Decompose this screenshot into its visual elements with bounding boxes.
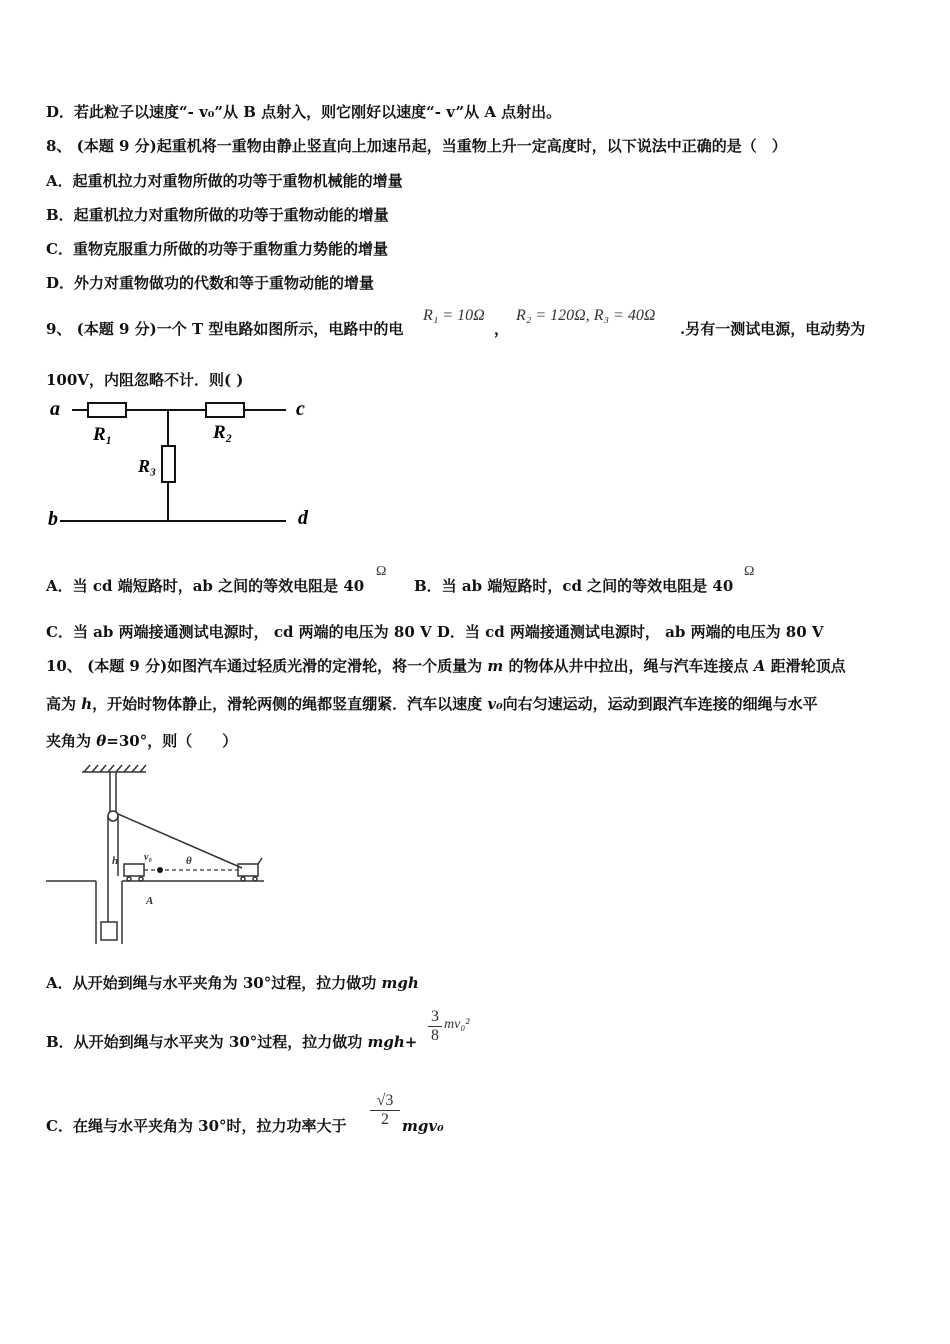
q9-option-b: B．当 ab 端短路时，cd 之间的等效电阻是 40 bbox=[414, 577, 734, 595]
q10-text: ，开始时物体静止，滑轮两侧的绳都竖直绷紧．汽车以速度 bbox=[92, 695, 488, 713]
fig-a-label: A bbox=[146, 895, 154, 907]
q10-option-b-mv0-squared: mv₀² bbox=[444, 1017, 470, 1032]
q10-var-v0: v₀ bbox=[487, 695, 503, 713]
q10-text: 向右匀速运动，运动到跟汽车连接的细绳与水平 bbox=[502, 695, 818, 713]
fraction-denominator: 2 bbox=[381, 1111, 389, 1128]
q10-text: 夹角为 bbox=[46, 732, 97, 750]
r2-label: R₂ bbox=[213, 422, 233, 443]
q10-option-a-text: A．从开始到绳与水平夹角为 30°过程，拉力做功 bbox=[46, 974, 382, 992]
q8-option-c: C．重物克服重力所做的功等于重物重力势能的增量 bbox=[46, 240, 388, 258]
hanging-mass bbox=[101, 922, 117, 940]
q10-text: 10、 (本题 9 分)如图汽车通过轻质光滑的定滑轮，将一个质量为 bbox=[46, 657, 488, 675]
q9-equation-r2-r3: R₂ = 120Ω, R₃ = 40Ω bbox=[516, 307, 656, 324]
q10-option-c-text: C．在绳与水平夹角为 30°时，拉力功率大于 bbox=[46, 1117, 347, 1135]
q10-option-c bbox=[46, 1116, 347, 1136]
resistor-r2 bbox=[206, 403, 244, 417]
q8-option-d: D．外力对重物做功的代数和等于重物动能的增量 bbox=[46, 274, 375, 292]
q10-option-b-text: B．从开始到绳与水平夹为 30°过程，拉力做功 bbox=[46, 1033, 368, 1051]
q9-stem-part1: 9、 (本题 9 分)一个 T 型电路如图所示，电路中的电 bbox=[46, 320, 404, 338]
q10-stem-line1 bbox=[46, 656, 846, 676]
t-circuit-figure bbox=[46, 396, 321, 532]
terminal-d-label: d bbox=[298, 507, 308, 529]
q10-option-a-expr: mgh bbox=[381, 974, 419, 992]
resistor-r3 bbox=[162, 446, 175, 482]
q10-option-c-fraction bbox=[370, 1092, 400, 1129]
fig-v0-label: v₀ bbox=[144, 852, 152, 863]
q9-option-b-ohm: Ω bbox=[744, 564, 755, 579]
q8-option-a: A．起重机拉力对重物所做的功等于重物机械能的增量 bbox=[46, 172, 403, 190]
q10-text: 高为 bbox=[46, 695, 82, 713]
q9-comma: ， bbox=[494, 320, 510, 338]
fraction-numerator: 3 bbox=[431, 1008, 439, 1025]
car-end bbox=[238, 864, 258, 876]
car-start bbox=[124, 864, 144, 876]
q10-stem-line2 bbox=[46, 694, 818, 714]
r3-label: R₃ bbox=[138, 456, 157, 476]
q10-option-b bbox=[46, 1032, 417, 1052]
well-pulley-figure bbox=[46, 764, 268, 948]
q9-option-a-ohm: Ω bbox=[376, 564, 387, 579]
terminal-a-label: a bbox=[50, 398, 60, 420]
q9-stem-part2: .另有一测试电源，电动势为 bbox=[680, 320, 866, 338]
resistor-r1 bbox=[88, 403, 126, 417]
pulley bbox=[108, 811, 118, 821]
q10-option-a bbox=[46, 973, 419, 993]
q10-var-h: h bbox=[81, 695, 93, 713]
q8-stem: 8、 (本题 9 分)起重机将一重物由静止竖直向上加速吊起，当重物上升一定高度时，以下说法中正确的是（ ） bbox=[46, 137, 787, 155]
q10-option-b-fraction bbox=[428, 1008, 442, 1045]
q10-var-theta: θ bbox=[96, 732, 107, 750]
q10-text: 距滑轮顶点 bbox=[765, 657, 846, 675]
q9-option-c-d: C．当 ab 两端接通测试电源时， cd 两端的电压为 80 V D．当 cd 两端接通测试电源时， ab 两端的电压为 80 V bbox=[46, 623, 824, 641]
r1-label: R₁ bbox=[93, 424, 113, 445]
terminal-b-label: b bbox=[48, 508, 58, 530]
q9-equation-r1: R₁ = 10Ω bbox=[423, 307, 485, 324]
q9-stem-line2: 100V，内阻忽略不计．则( ) bbox=[46, 371, 244, 389]
terminal-c-label: c bbox=[296, 398, 305, 420]
fig-theta-label: θ bbox=[186, 855, 192, 867]
q10-var-m: m bbox=[487, 657, 504, 675]
q10-stem-line3 bbox=[46, 731, 237, 751]
q10-option-c-expr: mgv₀ bbox=[402, 1117, 444, 1135]
q10-text: =30°，则（ ） bbox=[106, 732, 238, 750]
q10-var-a: A bbox=[753, 657, 766, 675]
fraction-denominator: 8 bbox=[431, 1027, 439, 1044]
q9-option-a: A．当 cd 端短路时，ab 之间的等效电阻是 40 bbox=[46, 577, 365, 595]
q10-text: 的物体从井中拉出，绳与汽车连接点 bbox=[503, 657, 754, 675]
q7-option-d: D．若此粒子以速度“- v₀”从 B 点射入，则它刚好以速度“- v”从 A 点射出。 bbox=[46, 103, 562, 121]
q10-option-b-expr: mgh+ bbox=[367, 1033, 418, 1051]
fig-h-label: h bbox=[112, 855, 119, 867]
fraction-numerator: √3 bbox=[376, 1092, 394, 1109]
q8-option-b: B．起重机拉力对重物所做的功等于重物动能的增量 bbox=[46, 206, 389, 224]
